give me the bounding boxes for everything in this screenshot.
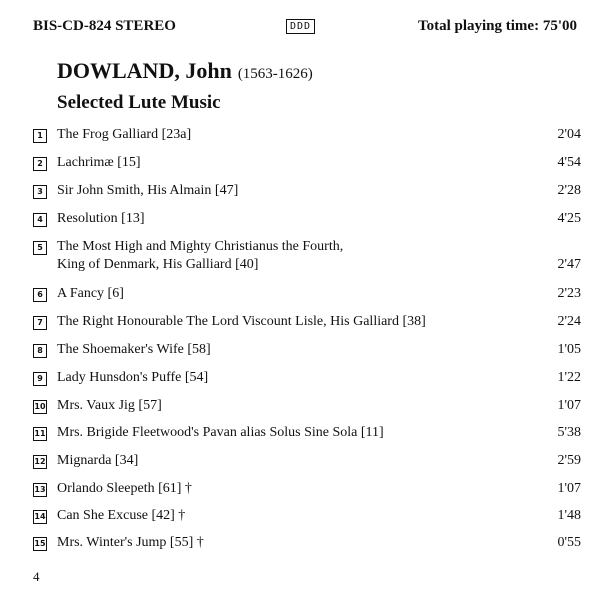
track-duration: 2'04 <box>557 127 581 142</box>
track-title: Lady Hunsdon's Puffe [54] <box>57 370 209 385</box>
album-subtitle: Selected Lute Music <box>57 92 221 113</box>
track-duration: 2'24 <box>557 314 581 329</box>
track-number: 3 <box>33 185 47 199</box>
track-number: 5 <box>33 241 47 255</box>
page-number: 4 <box>33 569 40 584</box>
track-number: 12 <box>33 455 47 469</box>
track-title: Mrs. Winter's Jump [55] † <box>57 535 204 550</box>
track-title: Lachrimæ [15] <box>57 155 141 170</box>
track-duration: 4'54 <box>557 155 581 170</box>
track-number: 4 <box>33 213 47 227</box>
track-number: 9 <box>33 372 47 386</box>
track-number: 7 <box>33 316 47 330</box>
track-title: The Most High and Mighty Christianus the Fourth, <box>57 239 344 254</box>
composer-name: DOWLAND, John <box>57 58 232 83</box>
track-title: The Frog Galliard [23a] <box>57 127 192 142</box>
catalog-number: BIS-CD-824 STEREO <box>33 18 176 34</box>
track-title: Orlando Sleepeth [61] † <box>57 481 192 496</box>
composer-heading <box>57 58 313 84</box>
track-title: Mrs. Vaux Jig [57] <box>57 398 162 413</box>
total-playing-time: Total playing time: 75'00 <box>417 18 577 34</box>
track-title: Mignarda [34] <box>57 453 139 468</box>
track-title-line2: King of Denmark, His Galliard [40] <box>57 257 259 272</box>
track-number: 8 <box>33 344 47 358</box>
track-duration: 1'07 <box>557 481 581 496</box>
track-duration: 1'05 <box>557 342 581 357</box>
track-number: 2 <box>33 157 47 171</box>
track-duration: 2'23 <box>557 286 581 301</box>
track-duration: 5'38 <box>557 425 581 440</box>
track-number: 15 <box>33 537 47 551</box>
header <box>33 18 583 40</box>
track-title: A Fancy [6] <box>57 286 124 301</box>
track-number: 10 <box>33 400 47 414</box>
track-duration: 2'28 <box>557 183 581 198</box>
track-title: Can She Excuse [42] † <box>57 508 186 523</box>
track-duration: 1'48 <box>557 508 581 523</box>
track-duration: 4'25 <box>557 211 581 226</box>
track-number: 14 <box>33 510 47 524</box>
track-title: Resolution [13] <box>57 211 145 226</box>
track-number: 1 <box>33 129 47 143</box>
track-title: Mrs. Brigide Fleetwood's Pavan alias Solus Sine Sola [11] <box>57 425 384 440</box>
track-duration: 1'07 <box>557 398 581 413</box>
track-duration: 1'22 <box>557 370 581 385</box>
track-number: 13 <box>33 483 47 497</box>
track-title: Sir John Smith, His Almain [47] <box>57 183 239 198</box>
track-duration: 2'59 <box>557 453 581 468</box>
track-duration: 2'47 <box>557 257 581 272</box>
ddd-badge: DDD <box>286 19 315 34</box>
track-title: The Right Honourable The Lord Viscount Lisle, His Galliard [38] <box>57 314 426 329</box>
track-title: The Shoemaker's Wife [58] <box>57 342 211 357</box>
track-number: 6 <box>33 288 47 302</box>
composer-dates: (1563-1626) <box>237 66 313 82</box>
track-number: 11 <box>33 427 47 441</box>
track-duration: 0'55 <box>557 535 581 550</box>
